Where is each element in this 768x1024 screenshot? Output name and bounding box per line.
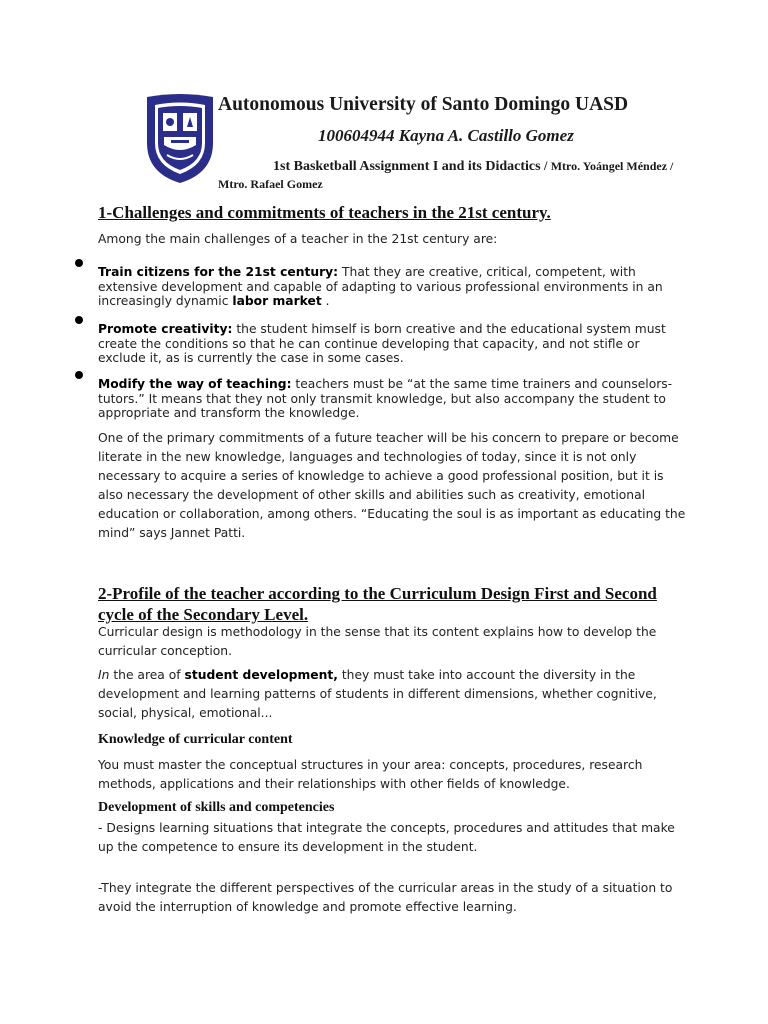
bullet-icon xyxy=(75,259,83,267)
challenge-text: the student himself is born creative and the educational system must create the conditions so that he can continue developing that capacity, and not stifle or exclude it, as is currently the case in some cases. xyxy=(98,322,666,365)
skills-paragraph-1: - Designs learning situations that integrate the concepts, procedures and attitudes that make up the competence to ensure its development in the student. xyxy=(98,821,675,854)
challenge-item-2 xyxy=(98,322,688,366)
course-separator: / xyxy=(540,158,551,173)
challenge-end: . xyxy=(321,294,330,308)
challenge-item-1 xyxy=(98,265,688,309)
dev-text: the area of xyxy=(109,668,185,682)
skills-paragraph-2: -They integrate the different perspectives of the curricular areas in the study of a situation to avoid the interruption of knowledge and promote effective learning. xyxy=(98,881,673,914)
commitments-paragraph: One of the primary commitments of a future teacher will be his concern to prepare or become literate in the new knowledge, languages and technologies of today, since it is not only necessary to acquire a series of knowledge to achieve a good professional position, but it is also necessary the development of other skills and abilities such as creativity, emotional education or collaboration, among others. “Educating the soul is as important as educating the mind” says Jannet Patti. xyxy=(98,431,686,540)
dev-emphasis: student development, xyxy=(184,668,338,682)
teacher-name-1: Mtro. Yoángel Méndez / xyxy=(550,159,674,173)
italic-prefix: In xyxy=(98,668,110,682)
bullet-icon xyxy=(75,316,83,324)
student-id-name: 100604944 Kayna A. Castillo Gomez xyxy=(318,126,574,145)
university-title: Autonomous University of Santo Domingo UASD xyxy=(218,94,629,115)
course-title: 1st Basketball Assignment I and its Didactics xyxy=(273,159,541,174)
challenge-text: That they are creative, critical, competent, with extensive development and capable of adapting to various professional environments in an increasingly dynamic xyxy=(98,265,663,308)
challenge-label: Promote creativity: xyxy=(98,322,233,336)
bullet-icon xyxy=(75,371,83,379)
skills-heading: Development of skills and competencies xyxy=(98,800,335,815)
challenge-label: Train citizens for the 21st century: xyxy=(98,265,339,279)
curricular-design-paragraph: Curricular design is methodology in the sense that its content explains how to develop the curricular conception. xyxy=(98,625,657,658)
challenge-label: Modify the way of teaching: xyxy=(98,377,292,391)
teacher-name-2: Mtro. Rafael Gomez xyxy=(218,177,323,191)
knowledge-paragraph: You must master the conceptual structures in your area: concepts, procedures, research methods, applications and their relationships with other fields of knowledge. xyxy=(98,758,643,791)
section-2-title: 2-Profile of the teacher according to the Curriculum Design First and Second cycle of the Secondary Level. xyxy=(98,584,657,624)
course-line xyxy=(218,157,698,193)
knowledge-heading: Knowledge of curricular content xyxy=(98,732,293,747)
section-1-title: 1-Challenges and commitments of teachers in the 21st century. xyxy=(98,203,551,222)
challenge-emphasis: labor market xyxy=(232,294,322,308)
student-development-paragraph xyxy=(98,666,688,723)
university-seal xyxy=(143,93,217,185)
challenge-item-3 xyxy=(98,377,688,421)
dev-text-rest: they must take into account the diversity in the development and learning patterns of students in different dimensions, whether cognitive, social, physical, emotional... xyxy=(98,668,657,720)
section-1-intro: Among the main challenges of a teacher in the 21st century are: xyxy=(98,232,498,246)
challenge-text: teachers must be “at the same time trainers and counselors-tutors.” It means that they not only transmit knowledge, but also accompany the student to appropriate and transform the knowledge. xyxy=(98,377,673,420)
